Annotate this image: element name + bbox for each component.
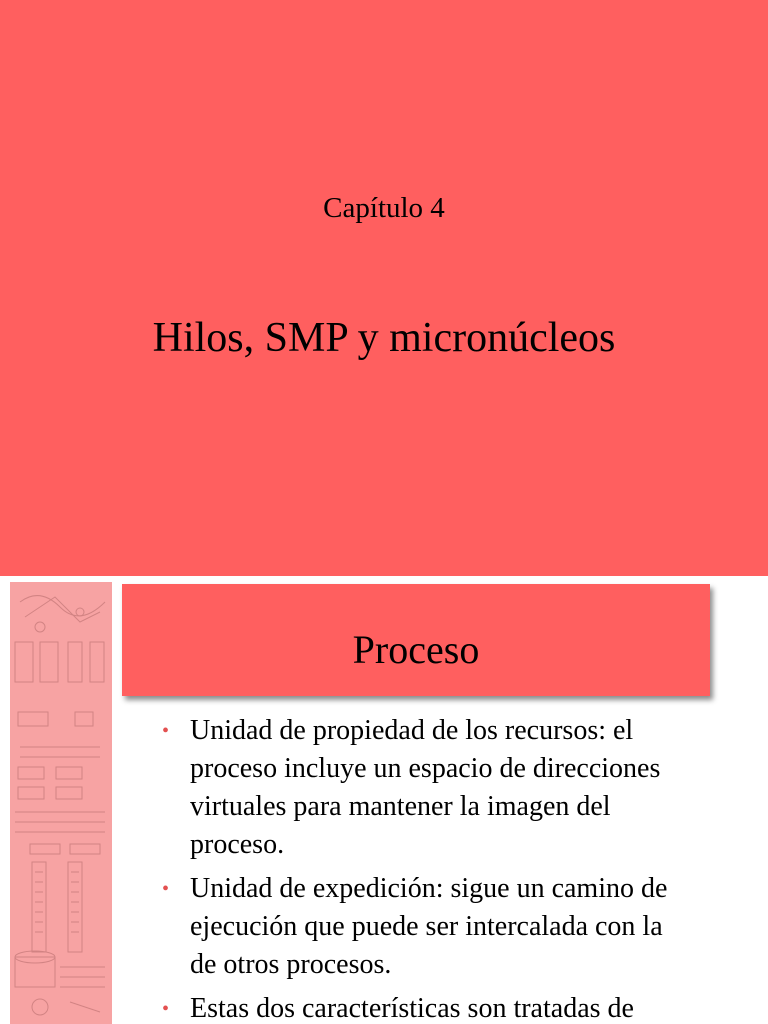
bullet-line: proceso incluye un espacio de direcciones <box>190 753 661 784</box>
bullet-line: virtuales para mantener la imagen del <box>190 791 611 822</box>
chapter-label: Capítulo 4 <box>323 192 445 224</box>
section-title: Proceso <box>352 627 480 672</box>
bullet-item <box>160 712 750 864</box>
bullet-line: Unidad de expedición: sigue un camino de <box>190 873 668 904</box>
bullet-list <box>160 712 750 1024</box>
bullet-line: proceso. <box>190 829 285 860</box>
decorative-diagram-strip <box>10 582 112 1024</box>
bullet-line: Estas dos características son tratadas de <box>190 993 634 1024</box>
bullet-line: de otros procesos. <box>190 949 392 980</box>
bullet-line: ejecución que puede ser intercalada con la <box>190 911 663 942</box>
bullet-icon: • <box>162 720 170 742</box>
slide-title: Hilos, SMP y micronúcleos <box>152 315 616 361</box>
bullet-line: Unidad de propiedad de los recursos: el <box>190 715 634 746</box>
bullet-item <box>160 870 750 984</box>
circuit-diagram-icon <box>10 582 112 1024</box>
section-header <box>122 584 710 696</box>
bullet-icon: • <box>162 998 170 1020</box>
bullet-item <box>160 990 750 1024</box>
content-slide <box>0 576 768 1024</box>
bullet-icon: • <box>162 878 170 900</box>
